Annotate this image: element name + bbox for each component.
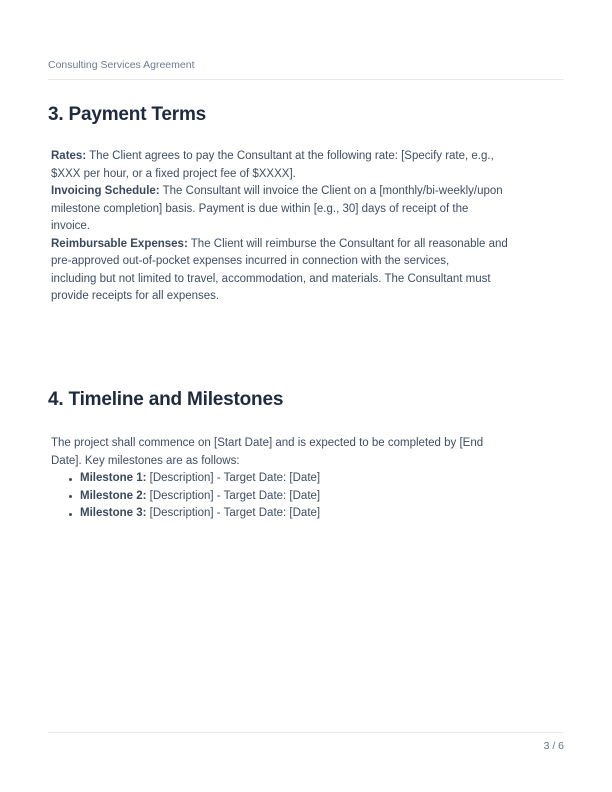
line-text: Date]. Key milestones are as follows: bbox=[51, 454, 240, 467]
header-title: Consulting Services Agreement bbox=[48, 59, 195, 71]
document-header bbox=[48, 59, 564, 80]
line-text: including but not limited to travel, accommodation, and materials. The Consultant must bbox=[51, 272, 491, 285]
bullet-icon bbox=[69, 478, 72, 481]
line-text: The Client will reimburse the Consultant for all reasonable and bbox=[187, 237, 508, 250]
section-body-payment-terms bbox=[51, 148, 572, 306]
paragraph-line bbox=[51, 253, 572, 271]
footer-divider bbox=[48, 732, 564, 733]
bold-lead: Milestone 3: bbox=[80, 507, 147, 519]
line-text: The Consultant will invoice the Client on a [monthly/bi-weekly/upon bbox=[159, 185, 503, 197]
bold-lead: Milestone 2: bbox=[80, 489, 147, 502]
bold-lead: Reimbursable Expenses: bbox=[51, 237, 188, 250]
bold-lead: Invoicing Schedule: bbox=[51, 185, 160, 197]
section-heading-payment-terms: 3. Payment Terms bbox=[48, 104, 207, 125]
line-text: invoice. bbox=[51, 220, 90, 232]
section-heading-timeline-milestones: 4. Timeline and Milestones bbox=[48, 389, 284, 410]
paragraph-line bbox=[51, 183, 572, 201]
paragraph-line bbox=[51, 148, 572, 166]
paragraph-line bbox=[51, 236, 572, 254]
line-text: $XXX per hour, or a fixed project fee of $XXXX]. bbox=[51, 167, 296, 180]
line-text: [Description] - Target Date: [Date] bbox=[146, 489, 321, 502]
bullet-icon bbox=[69, 495, 72, 498]
paragraph-line bbox=[51, 201, 572, 219]
list-item-milestone-2 bbox=[51, 488, 572, 506]
paragraph-line bbox=[51, 271, 572, 289]
list-item-milestone-3 bbox=[51, 505, 572, 523]
line-text: milestone completion] basis. Payment is due within [e.g., 30] days of receipt of the bbox=[51, 202, 469, 215]
bold-lead: Milestone 1: bbox=[80, 472, 147, 484]
line-text: pre-approved out-of-pocket expenses incurred in connection with the services, bbox=[51, 255, 450, 267]
line-text: [Description] - Target Date: [Date] bbox=[146, 472, 321, 484]
bullet-icon bbox=[69, 513, 72, 516]
bold-lead: Rates: bbox=[51, 150, 87, 162]
page-number: 3 / 6 bbox=[543, 740, 564, 752]
paragraph-line bbox=[51, 288, 572, 306]
line-text: [Description] - Target Date: [Date] bbox=[146, 507, 321, 519]
section-body-timeline-milestones bbox=[51, 435, 572, 523]
line-text: The project shall commence on [Start Date] and is expected to be completed by [End bbox=[51, 437, 484, 449]
line-text: The Client agrees to pay the Consultant at the following rate: [Specify rate, e.g., bbox=[86, 150, 494, 162]
paragraph-line bbox=[51, 453, 572, 471]
paragraph-line bbox=[51, 166, 572, 184]
paragraph-line bbox=[51, 218, 572, 236]
milestone-list bbox=[51, 470, 572, 523]
line-text: provide receipts for all expenses. bbox=[51, 290, 220, 302]
paragraph-line bbox=[51, 435, 572, 453]
list-item-milestone-1 bbox=[51, 470, 572, 488]
